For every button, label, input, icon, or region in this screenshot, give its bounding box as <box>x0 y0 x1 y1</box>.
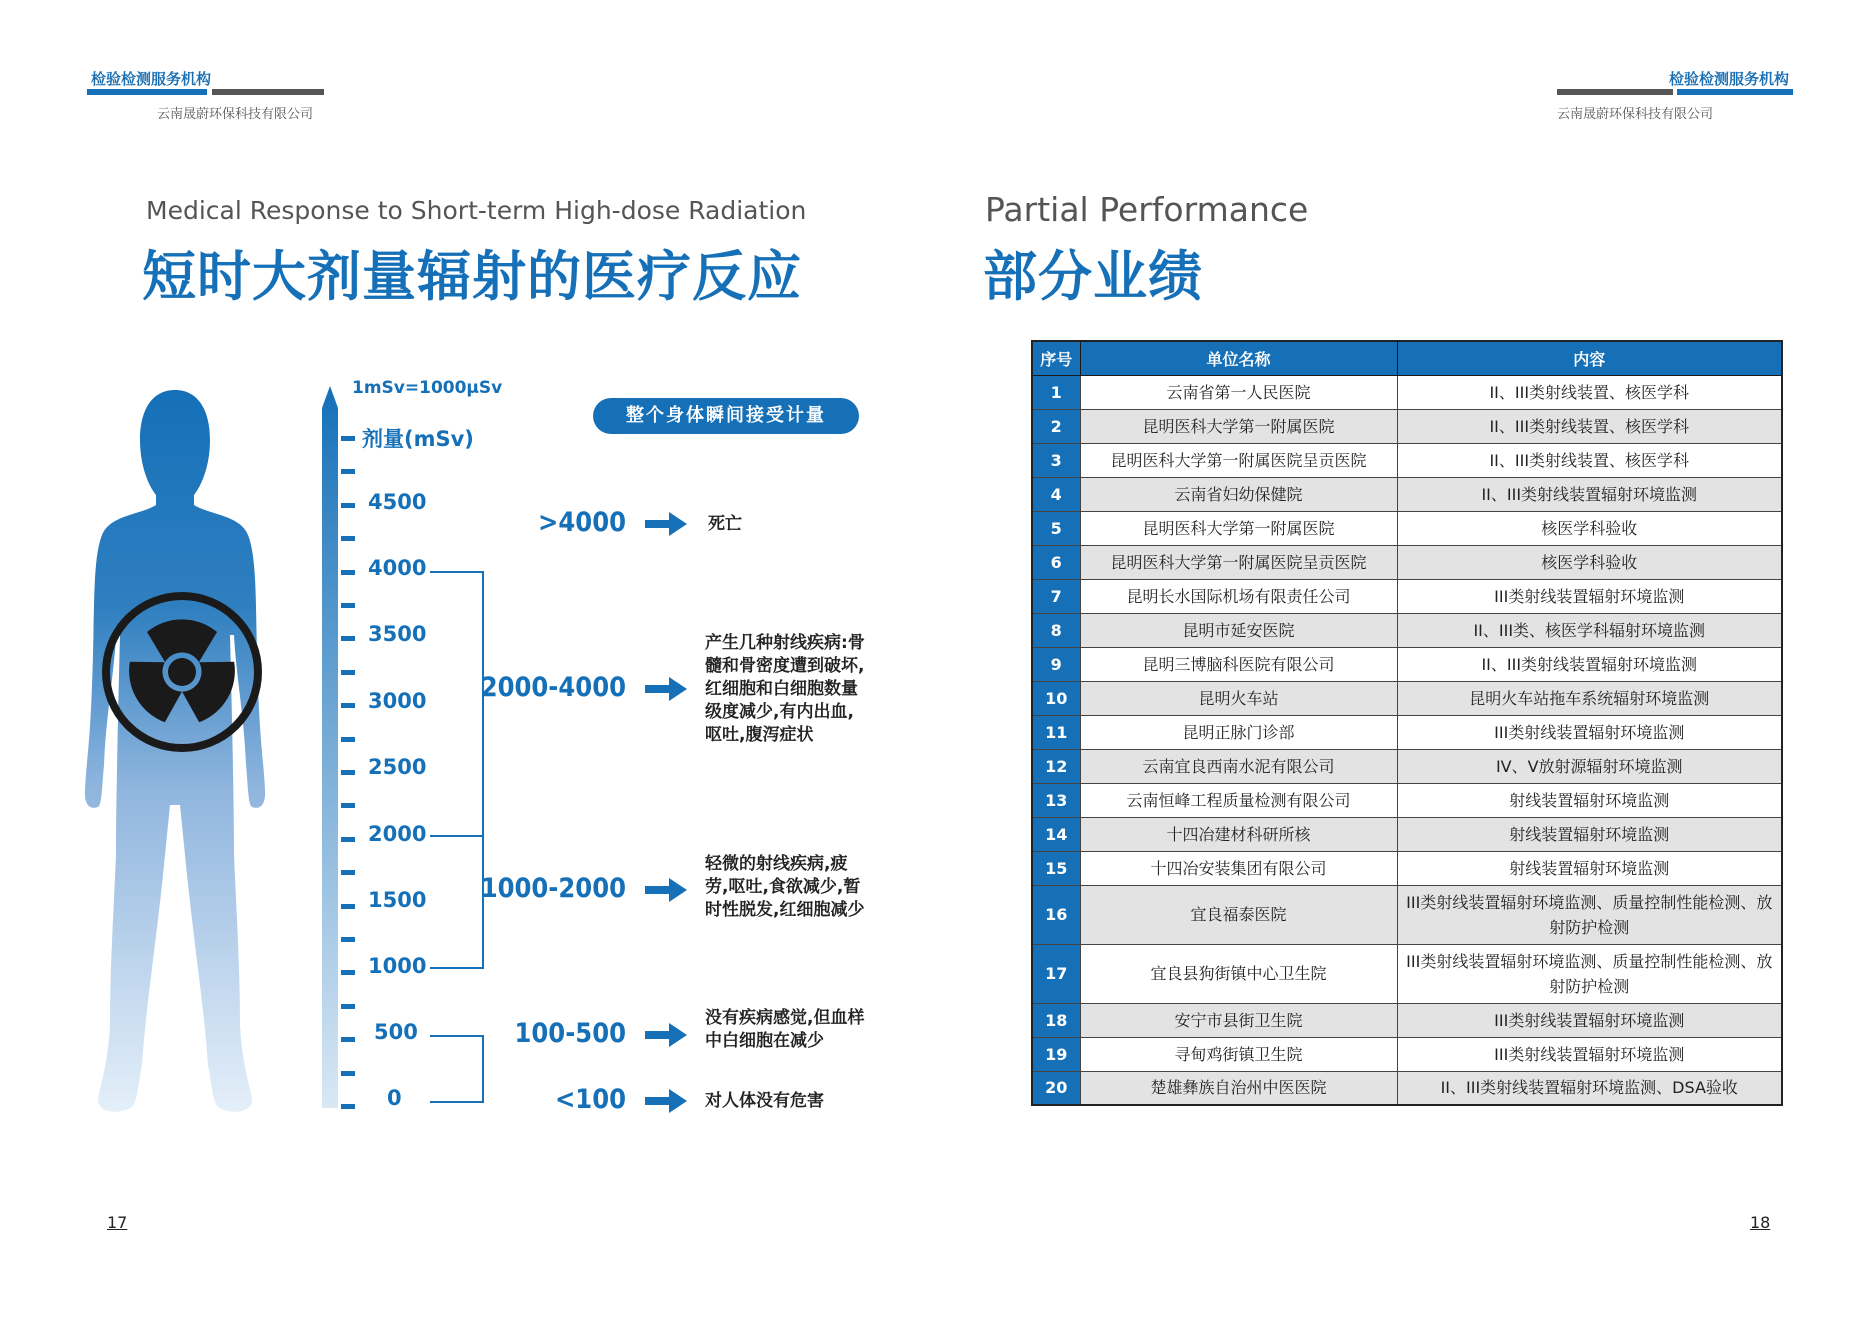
cell-index: 4 <box>1032 477 1080 511</box>
effect-100-500: 没有疾病感觉,但血样中白细胞在减少 <box>705 1008 865 1051</box>
arrow-right-icon <box>645 512 687 536</box>
tick-label-2500: 2500 <box>368 755 427 779</box>
cell-index: 8 <box>1032 613 1080 647</box>
table-row <box>1032 749 1782 783</box>
table-row <box>1032 1037 1782 1071</box>
cell-content: 射线装置辐射环境监测 <box>1397 851 1782 885</box>
bracket-2000-4000 <box>430 571 484 837</box>
tick-label-4500: 4500 <box>368 490 427 514</box>
header-bar-blue-right <box>1677 89 1793 95</box>
cell-content: II、III类射线装置、核医学科 <box>1397 375 1782 409</box>
cell-content: II、III类、核医学科辐射环境监测 <box>1397 613 1782 647</box>
tick-label-1500: 1500 <box>368 888 427 912</box>
cell-index: 14 <box>1032 817 1080 851</box>
axis-label-tick <box>341 436 355 441</box>
cell-content: III类射线装置辐射环境监测 <box>1397 579 1782 613</box>
col-header-content: 内容 <box>1397 341 1782 375</box>
axis-tick <box>341 469 355 474</box>
cell-unit-name: 十四冶建材科研所核 <box>1080 817 1397 851</box>
range-1000-2000: 1000-2000 <box>480 873 626 904</box>
table-row <box>1032 851 1782 885</box>
axis-label: 剂量(mSv) <box>362 427 474 451</box>
cell-content: 射线装置辐射环境监测 <box>1397 817 1782 851</box>
tick-label-1000: 1000 <box>368 954 427 978</box>
cell-content: III类射线装置辐射环境监测 <box>1397 715 1782 749</box>
effect-under-100: 对人体没有危害 <box>705 1091 824 1111</box>
axis-tick <box>341 1004 355 1009</box>
header-bar-blue-left <box>87 89 207 95</box>
axis-tick <box>341 503 355 508</box>
arrow-right-icon <box>645 1089 687 1113</box>
cell-index: 3 <box>1032 443 1080 477</box>
arrow-right-icon <box>645 1023 687 1047</box>
table-row <box>1032 545 1782 579</box>
effect-2000-4000: 产生几种射线疾病:骨髓和骨密度遭到破坏,红细胞和白细胞数量级度减少,有内出血,呕吐,腹泻症状 <box>705 633 865 745</box>
tick-label-0: 0 <box>387 1086 402 1110</box>
cell-content: 核医学科验收 <box>1397 545 1782 579</box>
page-number-right: 18 <box>1750 1213 1771 1232</box>
table-row <box>1032 681 1782 715</box>
radiation-icon <box>100 590 264 754</box>
cell-content: III类射线装置辐射环境监测 <box>1397 1037 1782 1071</box>
right-heading-en: Partial Performance <box>985 190 1309 229</box>
table-row <box>1032 817 1782 851</box>
page-number-left: 17 <box>107 1213 128 1232</box>
range-under-100: <100 <box>554 1084 626 1115</box>
arrow-right-icon <box>645 677 687 701</box>
table-row <box>1032 375 1782 409</box>
cell-content: III类射线装置辐射环境监测、质量控制性能检测、放射防护检测 <box>1397 944 1782 1003</box>
col-header-unit: 单位名称 <box>1080 341 1397 375</box>
axis-tick <box>341 770 355 775</box>
left-heading-cn: 短时大剂量辐射的医疗反应 <box>142 245 802 308</box>
axis-tick <box>341 1037 355 1042</box>
table-row <box>1032 944 1782 1003</box>
cell-unit-name: 昆明三博脑科医院有限公司 <box>1080 647 1397 681</box>
cell-content: III类射线装置辐射环境监测、质量控制性能检测、放射防护检测 <box>1397 885 1782 944</box>
cell-content: 昆明火车站拖车系统辐射环境监测 <box>1397 681 1782 715</box>
cell-index: 12 <box>1032 749 1080 783</box>
cell-unit-name: 宜良福泰医院 <box>1080 885 1397 944</box>
cell-index: 2 <box>1032 409 1080 443</box>
table-row <box>1032 1003 1782 1037</box>
range-2000-4000: 2000-4000 <box>480 672 626 703</box>
whole-body-dose-pill: 整个身体瞬间接受计量 <box>593 398 859 434</box>
axis-tick <box>341 904 355 909</box>
tick-label-3000: 3000 <box>368 689 427 713</box>
cell-content: 射线装置辐射环境监测 <box>1397 783 1782 817</box>
col-header-index: 序号 <box>1032 341 1080 375</box>
table-row <box>1032 443 1782 477</box>
axis-tick <box>341 536 355 541</box>
cell-unit-name: 昆明正脉门诊部 <box>1080 715 1397 749</box>
cell-unit-name: 昆明医科大学第一附属医院 <box>1080 511 1397 545</box>
table-row <box>1032 409 1782 443</box>
cell-unit-name: 昆明长水国际机场有限责任公司 <box>1080 579 1397 613</box>
cell-unit-name: 昆明医科大学第一附属医院 <box>1080 409 1397 443</box>
performance-table-body <box>1032 375 1782 1105</box>
table-row <box>1032 783 1782 817</box>
cell-content: III类射线装置辐射环境监测 <box>1397 1003 1782 1037</box>
tick-label-500: 500 <box>374 1020 418 1044</box>
header-title-right: 检验检测服务机构 <box>1669 70 1790 88</box>
cell-content: IV、V放射源辐射环境监测 <box>1397 749 1782 783</box>
axis-tick <box>341 670 355 675</box>
cell-content: II、III类射线装置、核医学科 <box>1397 409 1782 443</box>
cell-index: 1 <box>1032 375 1080 409</box>
cell-unit-name: 云南宜良西南水泥有限公司 <box>1080 749 1397 783</box>
cell-index: 18 <box>1032 1003 1080 1037</box>
header-bar-gray-right <box>1557 89 1673 95</box>
table-row <box>1032 1071 1782 1105</box>
cell-index: 10 <box>1032 681 1080 715</box>
range-100-500: 100-500 <box>514 1018 626 1049</box>
cell-index: 20 <box>1032 1071 1080 1105</box>
cell-content: II、III类射线装置辐射环境监测、DSA验收 <box>1397 1071 1782 1105</box>
axis-tick <box>341 870 355 875</box>
cell-content: II、III类射线装置、核医学科 <box>1397 443 1782 477</box>
effect-1000-2000: 轻微的射线疾病,疲劳,呕吐,食欲减少,暂时性脱发,红细胞减少 <box>705 854 865 920</box>
header-company-left: 云南晟蔚环保科技有限公司 <box>157 107 314 122</box>
cell-index: 7 <box>1032 579 1080 613</box>
cell-index: 15 <box>1032 851 1080 885</box>
cell-unit-name: 云南省第一人民医院 <box>1080 375 1397 409</box>
header-bar-gray-left <box>212 89 324 95</box>
cell-unit-name: 宜良县狗街镇中心卫生院 <box>1080 944 1397 1003</box>
cell-unit-name: 昆明火车站 <box>1080 681 1397 715</box>
cell-content: II、III类射线装置辐射环境监测 <box>1397 477 1782 511</box>
table-header-row <box>1032 341 1782 375</box>
effect-over-4000: 死亡 <box>708 514 742 534</box>
cell-unit-name: 寻甸鸡街镇卫生院 <box>1080 1037 1397 1071</box>
axis-tick <box>341 603 355 608</box>
cell-content: II、III类射线装置辐射环境监测 <box>1397 647 1782 681</box>
cell-index: 17 <box>1032 944 1080 1003</box>
cell-content: 核医学科验收 <box>1397 511 1782 545</box>
table-row <box>1032 647 1782 681</box>
tick-label-3500: 3500 <box>368 622 427 646</box>
arrow-right-icon <box>645 878 687 902</box>
axis-tick <box>341 937 355 942</box>
axis-tick <box>341 703 355 708</box>
unit-note: 1mSv=1000μSv <box>352 378 503 398</box>
table-row <box>1032 613 1782 647</box>
cell-unit-name: 昆明医科大学第一附属医院呈贡医院 <box>1080 443 1397 477</box>
cell-unit-name: 十四冶安装集团有限公司 <box>1080 851 1397 885</box>
cell-index: 19 <box>1032 1037 1080 1071</box>
table-row <box>1032 885 1782 944</box>
cell-unit-name: 云南省妇幼保健院 <box>1080 477 1397 511</box>
range-over-4000: >4000 <box>538 507 626 538</box>
table-row <box>1032 579 1782 613</box>
cell-unit-name: 昆明医科大学第一附属医院呈贡医院 <box>1080 545 1397 579</box>
cell-index: 5 <box>1032 511 1080 545</box>
cell-index: 9 <box>1032 647 1080 681</box>
cell-index: 6 <box>1032 545 1080 579</box>
tick-label-2000: 2000 <box>368 822 427 846</box>
cell-unit-name: 昆明市延安医院 <box>1080 613 1397 647</box>
axis-tick <box>341 803 355 808</box>
dose-axis-bar <box>320 386 340 1108</box>
cell-index: 11 <box>1032 715 1080 749</box>
left-heading-en: Medical Response to Short-term High-dose Radiation <box>146 196 807 225</box>
right-heading-cn: 部分业绩 <box>983 245 1203 308</box>
tick-label-4000: 4000 <box>368 556 427 580</box>
axis-tick <box>341 636 355 641</box>
table-row <box>1032 715 1782 749</box>
header-title-left: 检验检测服务机构 <box>91 70 212 88</box>
cell-index: 13 <box>1032 783 1080 817</box>
axis-tick <box>341 837 355 842</box>
header-company-right: 云南晟蔚环保科技有限公司 <box>1557 107 1714 122</box>
axis-tick <box>341 737 355 742</box>
cell-unit-name: 楚雄彝族自治州中医医院 <box>1080 1071 1397 1105</box>
table-row <box>1032 477 1782 511</box>
axis-tick <box>341 1104 355 1109</box>
table-row <box>1032 511 1782 545</box>
cell-index: 16 <box>1032 885 1080 944</box>
performance-table <box>1031 340 1783 1106</box>
cell-unit-name: 云南恒峰工程质量检测有限公司 <box>1080 783 1397 817</box>
axis-tick <box>341 1071 355 1076</box>
axis-tick <box>341 970 355 975</box>
axis-tick <box>341 570 355 575</box>
cell-unit-name: 安宁市县街卫生院 <box>1080 1003 1397 1037</box>
